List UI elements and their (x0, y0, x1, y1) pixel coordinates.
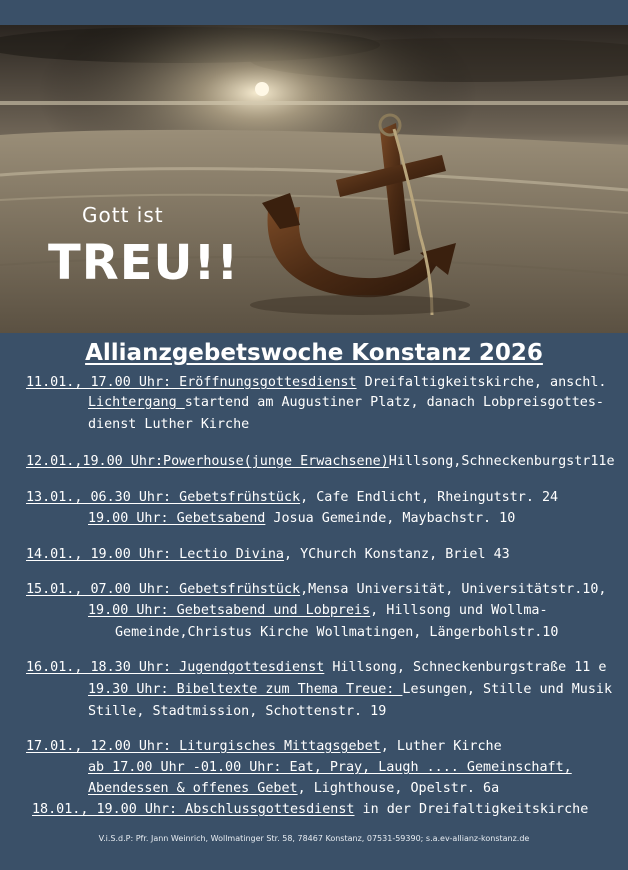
event-line: Gemeinde,Christus Kirche Wollmatingen, Längerbohlstr.10 (115, 625, 559, 640)
event-line: 19.30 Uhr: Bibeltexte zum Thema Treue: Lesungen, Stille und Musik (88, 682, 613, 697)
event-line: Lichtergang startend am Augustiner Platz, danach Lobpreisgottes- (88, 395, 604, 410)
event-line: 19.00 Uhr: Gebetsabend Josua Gemeinde, Maybachstr. 10 (88, 511, 516, 526)
event-line: 13.01., 06.30 Uhr: Gebetsfrühstück, Cafe Endlicht, Rheingutstr. 24 (26, 490, 559, 505)
event-line: 18.01., 19.00 Uhr: Abschlussgottesdienst in der Dreifaltigkeitskirche (32, 802, 589, 817)
event-line: ab 17.00 Uhr -01.00 Uhr: Eat, Pray, Laugh .... Gemeinschaft, (88, 760, 572, 775)
overlay-text-gott-ist: Gott ist (82, 203, 164, 227)
event-line: 19.00 Uhr: Gebetsabend und Lobpreis, Hillsong und Wollma- (88, 603, 548, 618)
overlay-text-treu: TREU!! (48, 235, 240, 291)
event-line: Abendessen & offenes Gebet, Lighthouse, Opelstr. 6a (88, 781, 500, 796)
event-line: Stille, Stadtmission, Schottenstr. 19 (88, 704, 387, 719)
event-line: 12.01.,19.00 Uhr:Powerhouse(junge Erwachsene)Hillsong,Schneckenburgstr11e (26, 454, 615, 469)
event-line: 14.01., 19.00 Uhr: Lectio Divina, YChurch Konstanz, Briel 43 (26, 547, 510, 562)
event-line: dienst Luther Kirche (88, 417, 250, 432)
event-line: 15.01., 07.00 Uhr: Gebetsfrühstück,Mensa Universität, Universitätstr.10, (26, 582, 607, 597)
event-line: 17.01., 12.00 Uhr: Liturgisches Mittagsgebet, Luther Kirche (26, 739, 502, 754)
event-line: 16.01., 18.30 Uhr: Jugendgottesdienst Hillsong, Schneckenburgstraße 11 e (26, 660, 607, 675)
page-title: Allianzgebetswoche Konstanz 2026 (85, 340, 543, 366)
event-line: 11.01., 17.00 Uhr: Eröffnungsgottesdienst Dreifaltigkeitskirche, anschl. (26, 375, 607, 390)
imprint-footer: V.i.S.d.P: Pfr. Jann Weinrich, Wollmatinger Str. 58, 78467 Konstanz, 07531-59390; s.a.ev-allianz-konstanz.de (98, 834, 530, 843)
